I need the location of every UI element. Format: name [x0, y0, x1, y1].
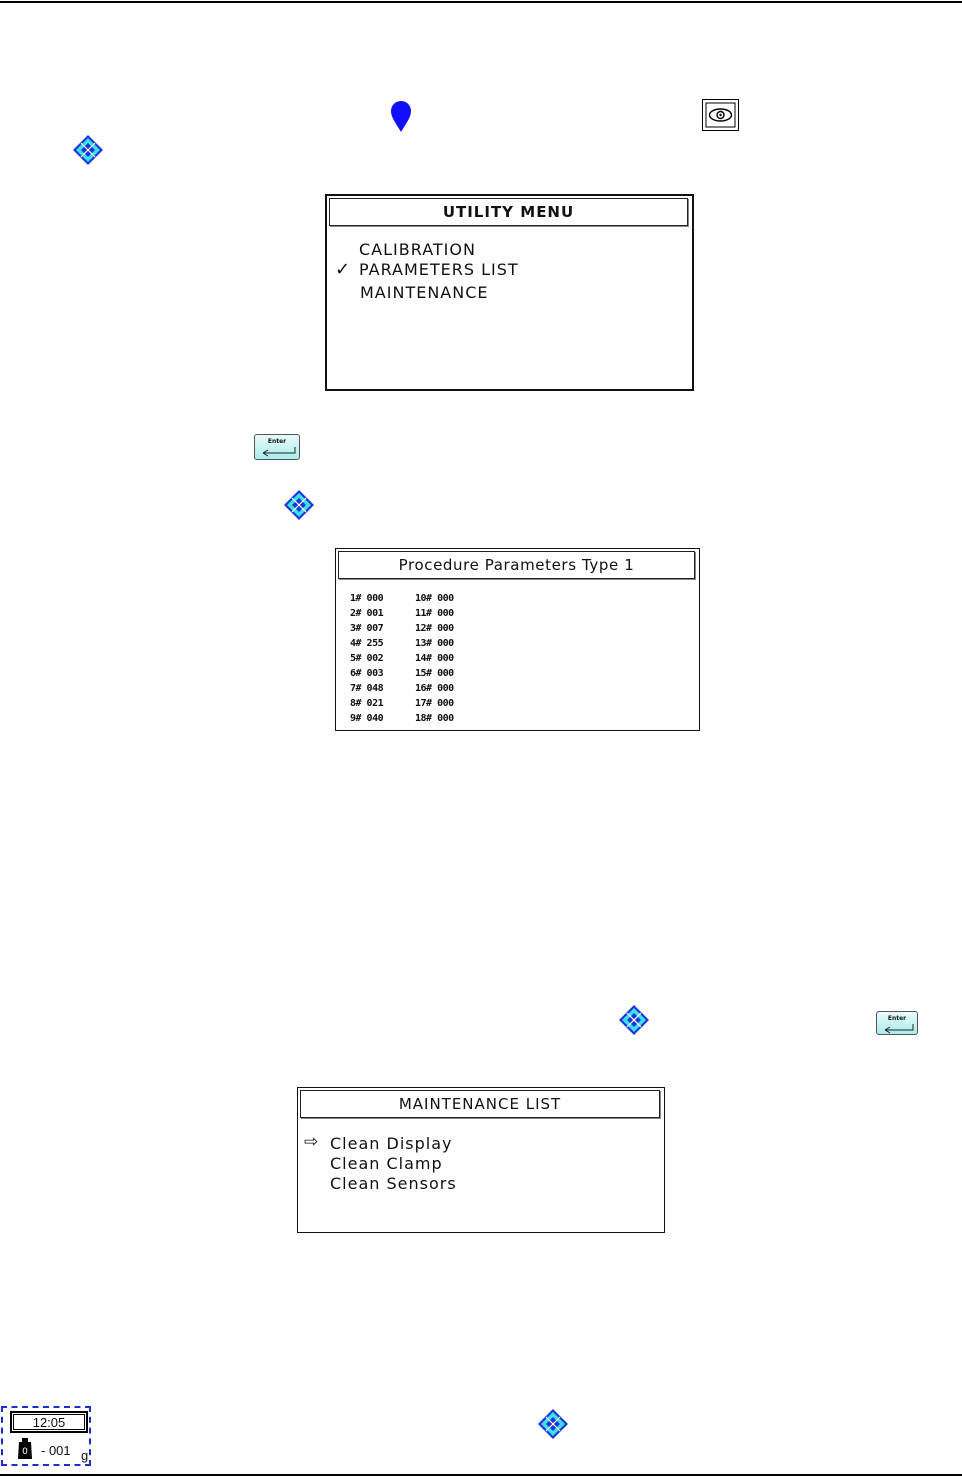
procedure-parameters-title: Procedure Parameters Type 1	[338, 551, 695, 579]
selection-arrow-icon: ⇨	[304, 1132, 320, 1152]
parameter-value: 3# 007	[350, 623, 384, 634]
parameter-value: 16# 000	[415, 683, 454, 694]
parameter-value: 6# 003	[350, 668, 384, 679]
parameter-value: 11# 000	[415, 608, 454, 619]
list-item-clean-display[interactable]: Clean Display	[330, 1134, 453, 1153]
footer-rule	[0, 1474, 962, 1476]
parameter-value: 17# 000	[415, 698, 454, 709]
parameter-value: 13# 000	[415, 638, 454, 649]
navigation-key-icon[interactable]	[618, 1004, 650, 1036]
parameter-value: 15# 000	[415, 668, 454, 679]
header-rule	[0, 1, 962, 3]
menu-item-maintenance[interactable]: MAINTENANCE	[360, 283, 489, 302]
eye-view-icon[interactable]	[702, 99, 739, 131]
parameter-value: 10# 000	[415, 593, 454, 604]
status-widget	[1, 1406, 91, 1466]
procedure-parameters-screen	[335, 548, 700, 731]
parameter-value: 4# 255	[350, 638, 384, 649]
menu-item-calibration[interactable]: CALIBRATION	[359, 240, 476, 259]
maintenance-list-title: MAINTENANCE LIST	[300, 1090, 660, 1118]
navigation-key-icon[interactable]	[72, 134, 104, 166]
parameter-value: 9# 040	[350, 713, 384, 724]
maintenance-list-screen	[297, 1087, 665, 1233]
parameter-value: 7# 048	[350, 683, 384, 694]
enter-key-icon[interactable]	[254, 434, 300, 460]
weight-unit: g	[81, 1448, 89, 1463]
weight-value: - 001	[41, 1443, 71, 1458]
parameter-value: 18# 000	[415, 713, 454, 724]
enter-key-label: Enter	[267, 438, 287, 445]
clock-display: 12:05	[10, 1411, 88, 1433]
enter-key-icon[interactable]	[876, 1011, 918, 1035]
location-pin-icon	[390, 101, 412, 133]
enter-key-label: Enter	[887, 1015, 907, 1022]
menu-item-parameters-list[interactable]: PARAMETERS LIST	[359, 260, 519, 279]
weight-icon	[17, 1438, 33, 1460]
list-item-clean-clamp[interactable]: Clean Clamp	[330, 1154, 443, 1173]
parameter-value: 5# 002	[350, 653, 384, 664]
parameter-value: 8# 021	[350, 698, 384, 709]
list-item-clean-sensors[interactable]: Clean Sensors	[330, 1174, 457, 1193]
utility-menu-title: UTILITY MENU	[329, 198, 688, 226]
svg-text:0: 0	[22, 1447, 28, 1457]
parameter-value: 1# 000	[350, 593, 384, 604]
navigation-key-icon[interactable]	[537, 1408, 569, 1440]
parameter-value: 2# 001	[350, 608, 384, 619]
check-mark-icon: ✓	[335, 259, 352, 280]
parameter-value: 14# 000	[415, 653, 454, 664]
utility-menu-screen	[325, 194, 694, 391]
parameter-value: 12# 000	[415, 623, 454, 634]
navigation-key-icon[interactable]	[283, 489, 315, 521]
